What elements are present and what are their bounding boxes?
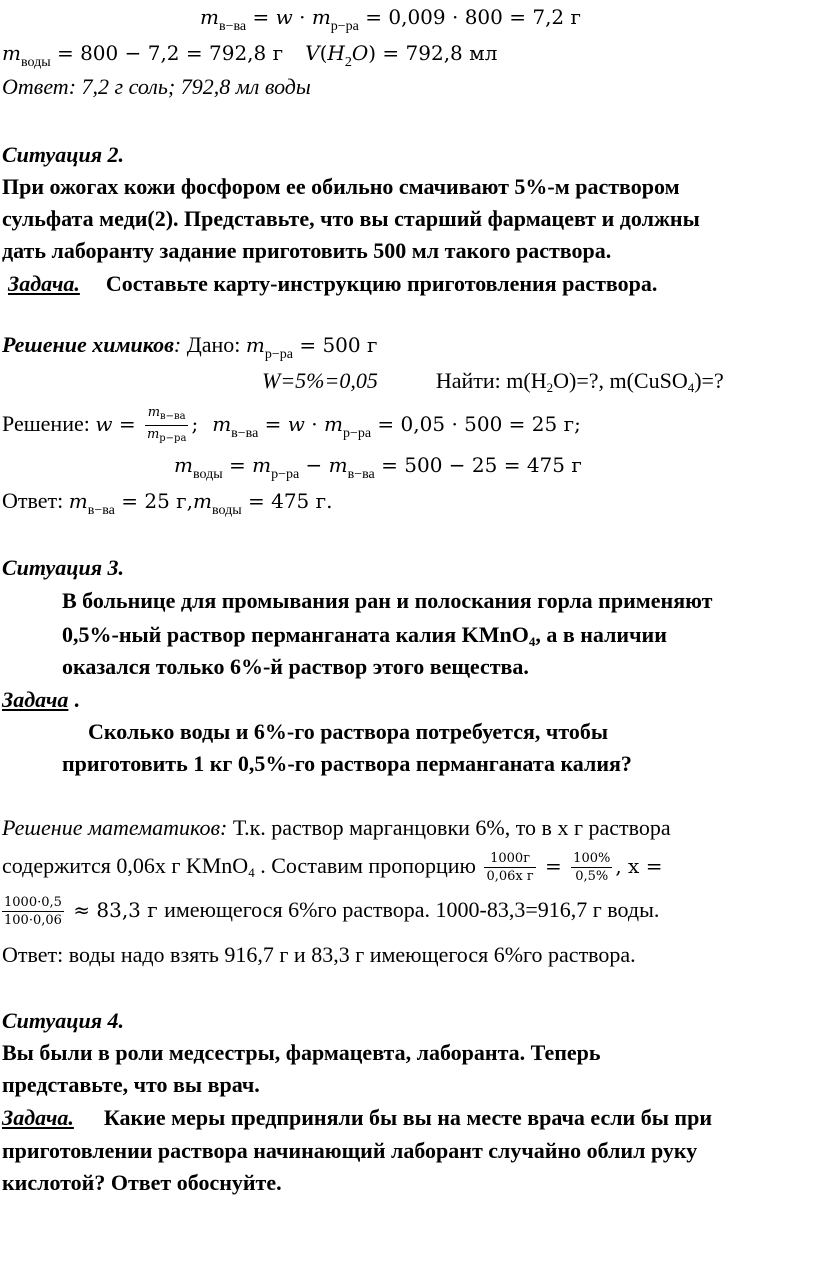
situation-2-title: Ситуация 2.	[2, 142, 125, 167]
situation-2-text-2: сульфата меди(2). Представьте, что вы старший фармацевт и должны	[2, 206, 700, 231]
solution-label: Решение математиков:	[2, 815, 228, 840]
solution-label: Решение химиков	[2, 332, 174, 357]
situation-2-answer: Ответ: $m_{в-ва} = 25$ $г,m_{воды} = 475$ г.	[2, 488, 333, 518]
formula-mass-solute: $m_{в-ва} = w \cdot m_{р-ра} = 0,009 \cdot 800 = 7,2$ г	[200, 5, 581, 34]
situation-3-task-text-1: Сколько воды и 6%-го раствора потребуется, чтобы	[88, 719, 609, 744]
task-label: Задача.	[8, 271, 80, 296]
situation-3-text-1: В больнице для промывания ран и полоскания горла применяют	[62, 588, 713, 613]
situation-3-text-3: оказался только 6%-й раствор этого вещества.	[62, 654, 529, 679]
given-w-find: W=5%=0,05 Найти: m(H2O)=?, m(CuSO4)=?	[262, 368, 724, 395]
situation-2-text-1: При ожогах кожи фосфором ее обильно смачивают 5%-м раствором	[2, 174, 680, 199]
math-solution-line-2: содержится 0,06х г KMnO4 . Составим пропорцию $\frac{1000г}{\text{0,06х г}}$ = $\frac{100\%}{0,5\%}$ , х =	[2, 851, 663, 885]
task-label: Задача	[2, 687, 69, 712]
task-label: Задача.	[2, 1105, 74, 1130]
math-solution-line-3: $\frac{1000\cdot 0,5}{100\cdot 0,06}$ ≈ 83,3 г имеющегося 6%го раствора. 1000-83,3=916,7 г воды.	[4, 895, 660, 929]
answer-1: Ответ: 7,2 г соль; 792,8 мл воды	[2, 74, 311, 99]
situation-3-title: Ситуация 3.	[2, 555, 125, 580]
solution-formula-line: Решение: w = $\frac{m_{в-ва}}{m_{р-ра}}$ ; $m_{в-ва} = w \cdot m_{р-ра} = 0,05 \cdot 500 = 25$ г;	[2, 405, 581, 445]
situation-2-text-3: дать лаборанту задание приготовить 500 мл такого раствора.	[2, 238, 612, 263]
result-fraction: $\frac{1000\cdot 0,5}{100\cdot 0,06}$	[4, 895, 62, 929]
situation-2-task	[8, 269, 816, 299]
task-text: Составьте карту-инструкцию приготовления раствора.	[105, 271, 658, 296]
situation-4-task: Задача. Какие меры предприняли бы вы на месте врача если бы при	[2, 1105, 713, 1130]
situation-3-answer: Ответ: воды надо взять 916,7 г и 83,3 г имеющегося 6%го раствора.	[2, 942, 636, 967]
situation-4-title: Ситуация 4.	[2, 1008, 125, 1033]
chemists-solution-given: Решение химиков: Дано: $m_{р-ра} = 500$ г	[2, 332, 378, 362]
math-solution-line-1: Решение математиков: Т.к. раствор марганцовки 6%, то в х г раствора	[2, 815, 671, 840]
situation-4-task-text-3: кислотой? Ответ обоснуйте.	[2, 1170, 282, 1195]
situation-4-task-text-2: приготовлении раствора начинающий лаборант случайно облил руку	[2, 1138, 698, 1163]
formula-mass-water: $m_{воды} = 800 - 7,2 = 792,8$ г $V(H_2O) = 792,8$ мл	[2, 41, 498, 70]
proportion-fraction-1: $\frac{1000г}{\text{0,06х г}}$	[486, 851, 534, 885]
situation-3-text-2: 0,5%-ный раствор перманганата калия KMnO4, а в наличии	[62, 622, 667, 649]
situation-3-task-text-2: приготовить 1 кг 0,5%-го раствора перманганата калия?	[62, 751, 632, 776]
situation-4-text-2: представьте, что вы врач.	[2, 1072, 260, 1097]
mass-fraction-formula: $\frac{m_{в-ва}}{m_{р-ра}}$	[146, 405, 187, 445]
proportion-fraction-2: $\frac{100\%}{0,5\%}$	[573, 851, 611, 885]
situation-3-task: Задача .	[2, 687, 80, 712]
situation-4-text-1: Вы были в роли медсестры, фармацевта, лаборанта. Теперь	[2, 1040, 601, 1065]
water-mass-calc: $m_{воды} = m_{р-ра} - m_{в-ва} = 500 - 25 = 475$ г	[174, 453, 582, 482]
